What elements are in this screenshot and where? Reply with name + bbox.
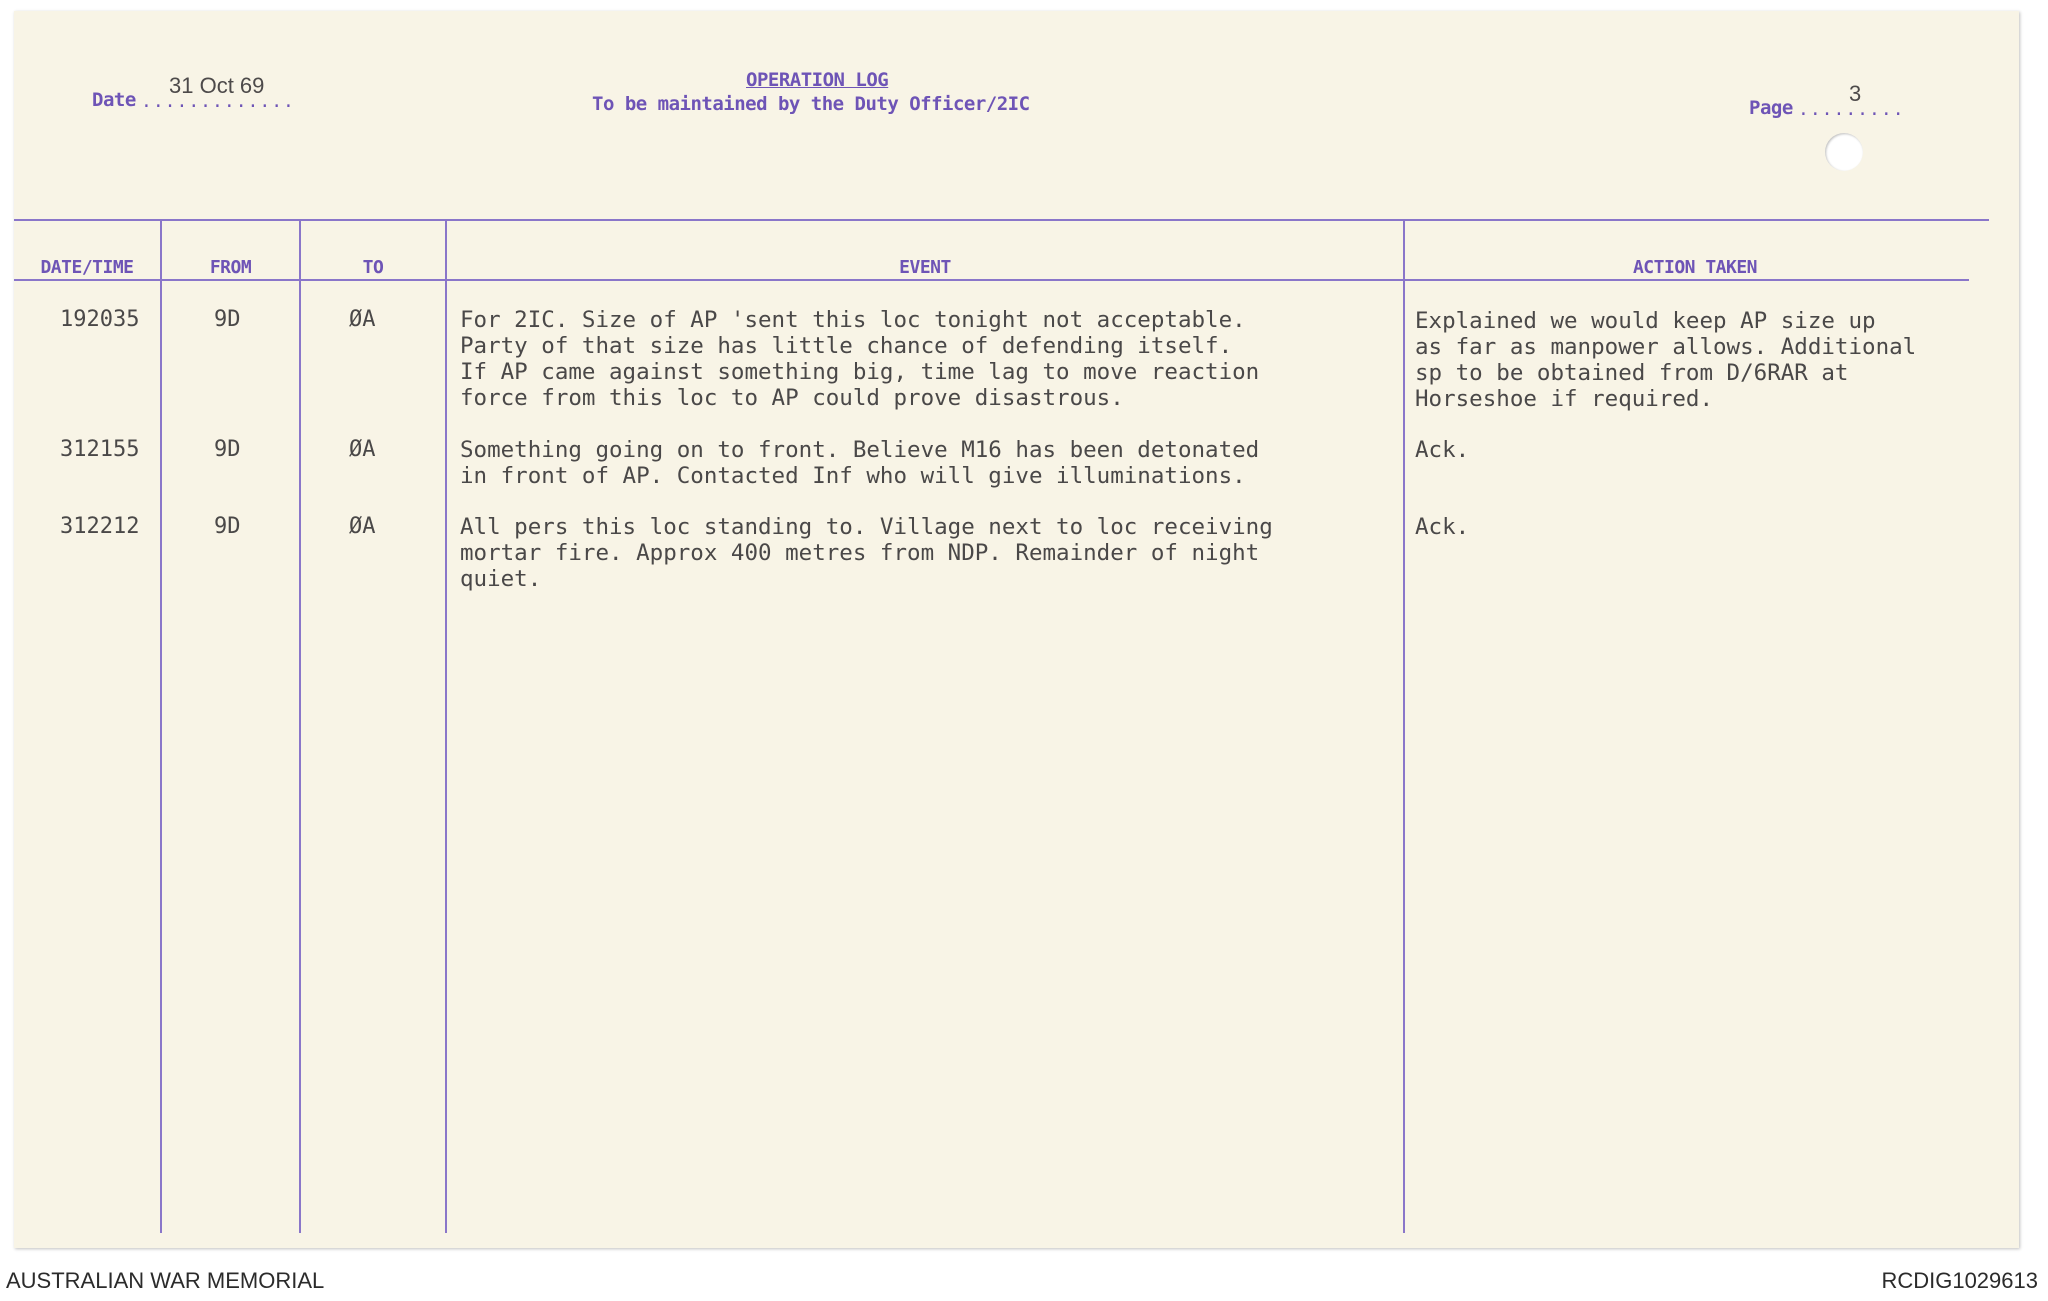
column-header-from: FROM — [209, 257, 252, 278]
page-value: 3 — [1849, 81, 1862, 106]
column-header-datetime: DATE/TIME — [40, 257, 134, 278]
column-divider-4 — [1403, 221, 1405, 1233]
table-row-3-event: All pers this loc standing to. Village next to loc receiving mortar fire. Approx 400 metres from NDP. Remainder of night quiet. — [460, 514, 1273, 592]
table-row-3-to: ØA — [349, 514, 376, 539]
table-row-3-datetime: 312212 — [60, 514, 140, 539]
page-label: Page — [1749, 97, 1793, 119]
table-row-3-from: 9D — [214, 514, 241, 539]
log-title: OPERATION LOG — [746, 69, 889, 91]
table-row-1-datetime: 192035 — [60, 307, 140, 332]
column-header-action: ACTION TAKEN — [1632, 257, 1758, 278]
table-header-rule — [14, 279, 1969, 281]
column-header-event: EVENT — [899, 257, 951, 278]
date-label: Date — [92, 89, 136, 111]
footer-id: RCDIG1029613 — [1881, 1268, 2038, 1293]
table-row-1-event: For 2IC. Size of AP 'sent this loc tonight not acceptable. Party of that size has little chance of defending itself. If AP came against something big, time lag to move reaction force from this loc to AP could prove disastrous. — [460, 307, 1260, 411]
table-row-2-action: Ack. — [1415, 437, 1470, 463]
table-row-3-action: Ack. — [1415, 514, 1470, 540]
column-divider-1 — [160, 221, 162, 1233]
log-subtitle: To be maintained by the Duty Officer/2IC — [592, 93, 1030, 115]
column-header-to: TO — [362, 257, 384, 278]
log-sheet — [14, 11, 2019, 1248]
table-row-1-to: ØA — [349, 307, 376, 332]
table-row-2-event: Something going on to front. Believe M16 has been detonated in front of AP. Contacted Inf who will give illuminations. — [460, 437, 1260, 489]
date-value: 31 Oct 69 — [169, 73, 265, 98]
table-row-2-to: ØA — [349, 437, 376, 462]
footer-source: AUSTRALIAN WAR MEMORIAL — [6, 1268, 325, 1293]
column-divider-2 — [299, 221, 301, 1233]
table-row-1-from: 9D — [214, 307, 241, 332]
table-row-1-action: Explained we would keep AP size up as far as manpower allows. Additional sp to be obtained from D/6RAR at Horseshoe if required. — [1415, 308, 1917, 412]
table-row-2-from: 9D — [214, 437, 241, 462]
column-divider-3 — [445, 221, 447, 1233]
table-row-2-datetime: 312155 — [60, 437, 140, 462]
date-dots: ............. — [141, 91, 295, 112]
table-top-rule — [14, 219, 1989, 221]
punch-hole — [1825, 133, 1863, 171]
page-dots: ......... — [1798, 99, 1905, 120]
